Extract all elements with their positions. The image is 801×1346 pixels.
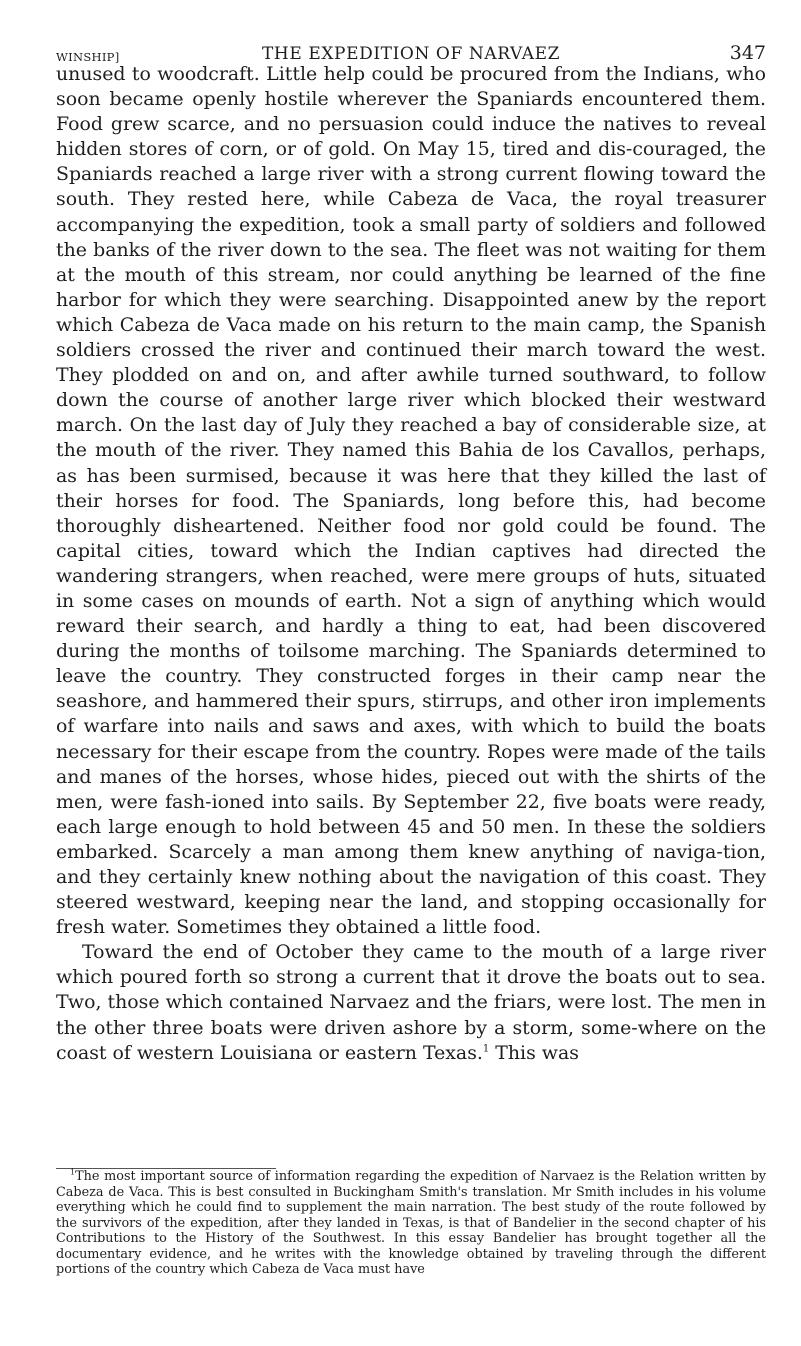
footnote-text: The most important source of information regarding the expedition of Narvaez is the Relation written by Cabeza de Vaca. This is best consulted in Buckingham Smith's translation. Mr Smith includes in his volume everything which he could find to supplement the main narration. The best study of the route followed by the survivors of the expedition, after they landed in Texas, is that of Bandelier in the second chapter of his Contributions to the History of the Southwest. In this essay Bandelier has brought together all the documentary evidence, and he writes with the knowledge obtained by traveling through the different portions of the country which Cabeza de Vaca must have [56,1169,766,1277]
footnote [56,1169,766,1278]
paragraph-2-text: Toward the end of October they came to the mouth of a large river which poured forth so strong a current that it drove the boats out to sea. Two, those which contained Narvaez and the friars, were lost. The men in the other three boats were driven ashore by a storm, some-where on the coast of western Louisiana or eastern Texas. [56,941,766,1064]
footnote-reference: 1 [482,1043,490,1055]
page-number: 347 [729,42,766,64]
paragraph-1: unused to woodcraft. Little help could be procured from the Indians, who soon became openly hostile wherever the Spaniards encountered them. Food grew scarce, and no persuasion could induce the natives to reveal hidden stores of corn, or of gold. On May 15, tired and dis-couraged, the Spaniards reached a large river with a strong current flowing toward the south. They rested here, while Cabeza de Vaca, the royal treasurer accompanying the expedition, took a small party of soldiers and followed the banks of the river down to the sea. The fleet was not waiting for them at the mouth of this stream, nor could anything be learned of the fine harbor for which they were searching. Disappointed anew by the report which Cabeza de Vaca made on his return to the main camp, the Spanish soldiers crossed the river and continued their march toward the west. They plodded on and on, and after awhile turned southward, to follow down the course of another large river which blocked their westward march. On the last day of July they reached a bay of considerable size, at the mouth of the river. They named this Bahia de los Cavallos, perhaps, as has been surmised, because it was here that they killed the last of their horses for food. The Spaniards, long before this, had become thoroughly disheartened. Neither food nor gold could be found. The capital cities, toward which the Indian captives had directed the wandering strangers, when reached, were mere groups of huts, situated in some cases on mounds of earth. Not a sign of anything which would reward their search, and hardly a thing to eat, had been discovered during the months of toilsome marching. The Spaniards determined to leave the country. They constructed forges in their camp near the seashore, and hammered their spurs, stirrups, and other iron implements of warfare into nails and saws and axes, with which to build the boats necessary for their escape from the country. Ropes were made of the tails and manes of the horses, whose hides, pieced out with the shirts of the men, were fash-ioned into sails. By September 22, five boats were ready, each large enough to hold between 45 and 50 men. In these the soldiers embarked. Scarcely a man among them knew anything of naviga-tion, and they certainly knew nothing about the navigation of this coast. They steered westward, keeping near the land, and stopping occasionally for fresh water. Sometimes they obtained a little food. [56,63,766,939]
running-head-title: THE EXPEDITION OF NARVAEZ [261,44,561,64]
footnote-marker: 1 [70,1167,76,1177]
paragraph-2 [56,940,766,1065]
paragraph-2-tail: This was [489,1041,579,1064]
body-text [56,62,766,1066]
running-head-author: WINSHIP] [56,50,120,64]
